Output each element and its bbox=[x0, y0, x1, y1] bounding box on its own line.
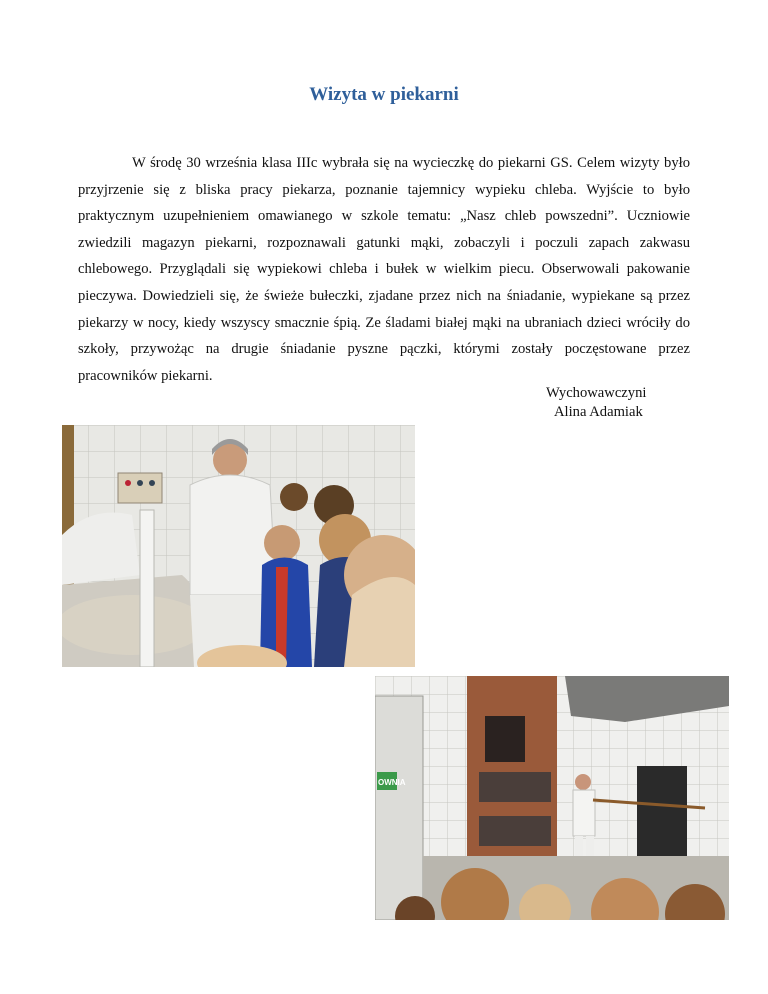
article-paragraph: W środę 30 września klasa IIIc wybrała się na wycieczkę do piekarni GS. Celem wizyty było przyjrzenie się z bliska pracy piekarza, poznanie tajemnicy wypieku chleba. Wyjście to było praktycznym uzupełnieniem omawianego w szkole tematu: „Nasz chleb powszedni”. Uczniowie zwiedzili magazyn piekarni, rozpoznawali gatunki mąki, zobaczyli i poczuli zapach zakwasu chlebowego. Przyglądali się wypiekowi chleba i bułek w wielkim piecu. Obserwowali pakowanie pieczywa. Dowiedzieli się, że świeże bułeczki, zjadane przez nich na śniadanie, wypiekane są przez piekarzy w nocy, kiedy wszyscy smacznie śpią. Ze śladami białej mąki na ubraniach dzieci wróciły do szkoły, przywożąc na drugie śniadanie pyszne pączki, którymi zostały poczęstowane przez pracowników piekarni. bbox=[78, 155, 690, 384]
signature-name: Alina Adamiak bbox=[554, 404, 643, 420]
page-title: Wizyta w piekarni bbox=[309, 84, 459, 105]
signature-role: Wychowawczyni bbox=[546, 385, 647, 401]
photo-baker-with-children bbox=[62, 425, 415, 667]
photo-bakery-oven bbox=[375, 676, 729, 920]
photo-2-sign: OWNIA bbox=[378, 778, 406, 787]
signature bbox=[540, 384, 670, 422]
